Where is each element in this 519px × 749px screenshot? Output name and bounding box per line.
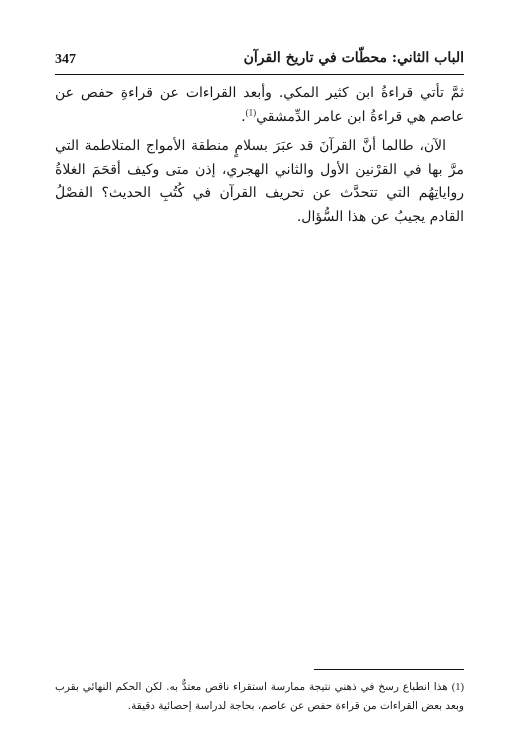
header-rule [55,74,464,75]
footnote-reference: (1) [245,106,257,117]
main-text [55,82,464,235]
footnote-number: (1) [451,682,464,693]
footnote-separator [314,669,464,670]
paragraph-2: الآن، طالما أنَّ القرآنَ قد عبَرَ بسلامٍ منطقة الأمواج المتلاطمة التي مرَّ بها في القرْنين الأول والثاني الهجري، إذن متى وكيف أقحَمَ الغلاةُ رواياتِهُم التي تتحدَّث عن تحريف القرآن في كُتُبِ الحديث؟ الفصْلُ القادم يجيبُ عن هذا السُّؤال. [55,138,464,225]
page-header [55,50,464,72]
page-number: 347 [55,52,76,67]
paragraph-1-end: . [241,108,246,125]
paragraph-1 [55,82,464,129]
footnote-text: هذا انطباع رسخ في ذهني نتيجة ممارسة استقراء ناقص معتدٌّ به. لكن الحكم النهائي بقرب وبعد بعض القراءات من قراءة حفص عن عاصم، بحاجة لدراسة إحصائية دقيقة. [55,681,464,712]
paragraph-1-text: ثمَّ تأتي قراءةُ ابن كثير المكي. وأبعد القراءات عن قراءةِ حفص عن عاصم هي قراءةُ ابن عامر الدِّمشقي [55,85,464,125]
footnotes [55,678,464,716]
footnote [55,678,464,716]
running-title: الباب الثاني: محطّات في تاريخ القرآن [243,50,464,66]
